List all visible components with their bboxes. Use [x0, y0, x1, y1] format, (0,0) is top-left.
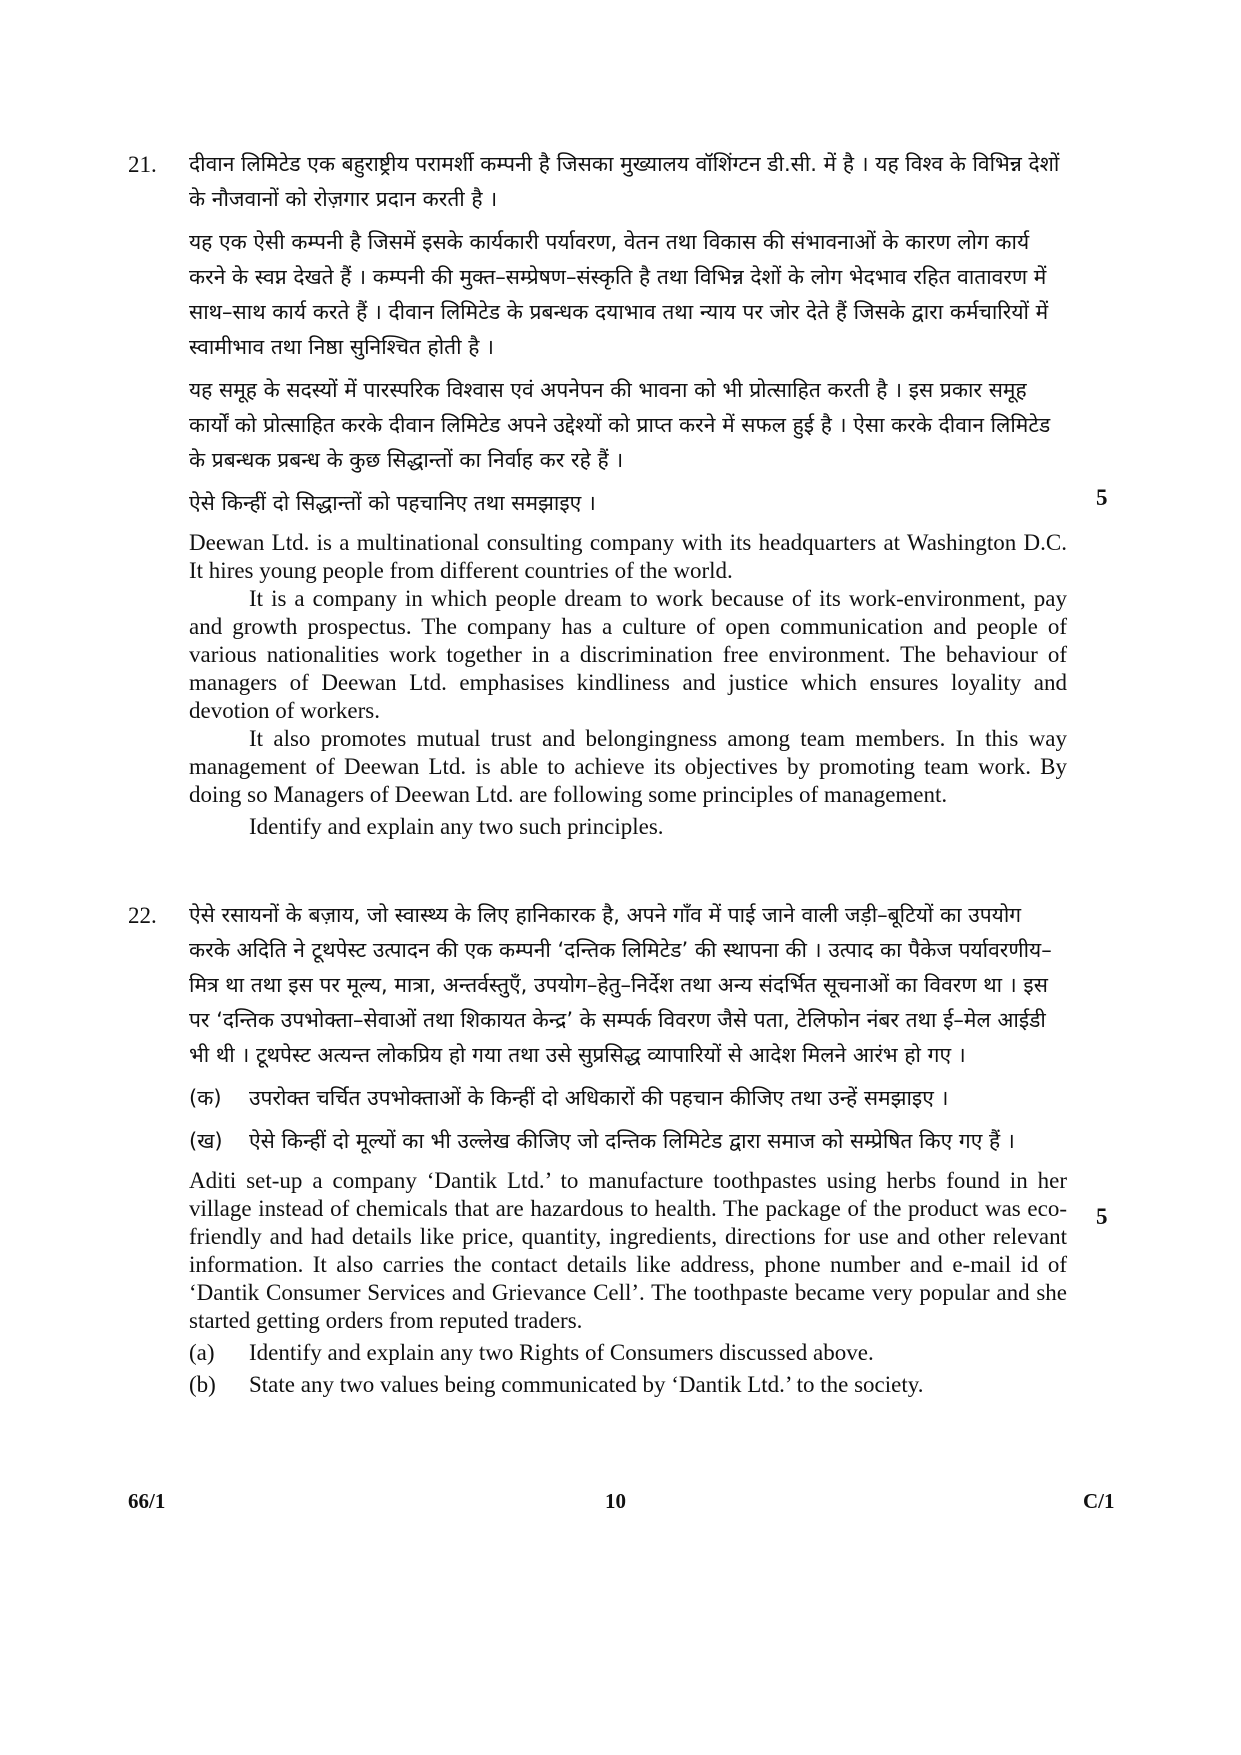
question-21-number: 21.	[128, 152, 157, 177]
question-22	[189, 898, 1067, 1399]
q22-marks: 5	[1096, 1204, 1108, 1229]
q22-english-part-a-label: (a)	[189, 1340, 215, 1365]
footer-set-code: C/1	[1083, 1489, 1115, 1513]
q21-hindi-question: ऐसे किन्हीं दो सिद्धान्तों को पहचानिए तथा समझाइए ।	[189, 491, 596, 515]
q22-hindi-part-a-label: (क)	[189, 1086, 222, 1110]
q22-hindi-part-a	[189, 1081, 1067, 1116]
q21-english-paragraph-3: It also promotes mutual trust and belongingness among team members. In this way management of Deewan Ltd. is able to achieve its objectives by promoting team work. By doing so Managers of Deewan Ltd. are following some principles of management.	[189, 726, 1067, 807]
q21-hindi-paragraph-1: दीवान लिमिटेड एक बहुराष्ट्रीय परामर्शी कम्पनी है जिसका मुख्यालय वॉशिंग्टन डी.सी. में है । यह विश्व के विभिन्न देशों के नौजवानों को रोज़गार प्रदान करती है ।	[189, 152, 1060, 211]
q22-english-part-a-text: Identify and explain any two Rights of Consumers discussed above.	[249, 1340, 874, 1365]
question-22-number: 22.	[128, 903, 157, 928]
q22-english-part-a	[189, 1339, 1067, 1367]
q22-english-part-b-text: State any two values being communicated by ‘Dantik Ltd.’ to the society.	[249, 1372, 924, 1397]
q21-marks: 5	[1096, 485, 1108, 510]
q21-hindi-paragraph-3: यह समूह के सदस्यों में पारस्परिक विश्वास एवं अपनेपन की भावना को भी प्रोत्साहित करती है । इस प्रकार समूह कार्यों को प्रोत्साहित करके दीवान लिमिटेड अपने उद्देश्यों को प्राप्त करने में सफल हुई है । ऐसा करके दीवान लिमिटेड के प्रबन्धक प्रबन्ध के कुछ सिद्धान्तों का निर्वाह कर रहे हैं ।	[189, 378, 1051, 472]
q21-hindi-paragraph-2: यह एक ऐसी कम्पनी है जिसमें इसके कार्यकारी पर्यावरण, वेतन तथा विकास की संभावनाओं के कारण लोग कार्य करने के स्वप्न देखते हैं । कम्पनी की मुक्त–सम्प्रेषण–संस्कृति है तथा विभिन्न देशों के लोग भेदभाव रहित वातावरण में साथ–साथ कार्य करते हैं । दीवान लिमिटेड के प्रबन्धक दयाभाव तथा न्याय पर जोर देते हैं जिसके द्वारा कर्मचारियों में स्वामीभाव तथा निष्ठा सुनिश्चित होती है ।	[189, 230, 1049, 359]
q22-hindi-part-b-label: (ख)	[189, 1129, 223, 1153]
footer-page-number: 10	[605, 1489, 626, 1513]
q21-english-paragraph-1: Deewan Ltd. is a multinational consulting company with its headquarters at Washington D.C. It hires young people from different countries of the world.	[189, 530, 1067, 583]
q22-hindi-part-b-text: ऐसे किन्हीं दो मूल्यों का भी उल्लेख कीजिए जो दन्तिक लिमिटेड द्वारा समाज को सम्प्रेषित किए गए हैं ।	[249, 1129, 1015, 1153]
question-21	[189, 147, 1067, 841]
q21-english-paragraph-2: It is a company in which people dream to work because of its work-environment, pay and growth prospectus. The company has a culture of open communication and people of various nationalities work together in a discrimination free environment. The behaviour of managers of Deewan Ltd. emphasises kindliness and justice which ensures loyality and devotion of workers.	[189, 586, 1067, 723]
q22-english-part-b-label: (b)	[189, 1372, 216, 1397]
q22-hindi-part-a-text: उपरोक्त चर्चित उपभोक्ताओं के किन्हीं दो अधिकारों की पहचान कीजिए तथा उन्हें समझाइए ।	[249, 1086, 949, 1110]
q22-hindi-part-b	[189, 1124, 1067, 1159]
footer-paper-code: 66/1	[128, 1489, 166, 1513]
q21-english-question: Identify and explain any two such principles.	[249, 814, 664, 839]
q22-english-part-b	[189, 1371, 1067, 1399]
q22-english-paragraph: Aditi set-up a company ‘Dantik Ltd.’ to manufacture toothpastes using herbs found in her village instead of chemicals that are hazardous to health. The package of the product was eco-friendly and had details like price, quantity, ingredients, directions for use and other relevant information. It also carries the contact details like address, phone number and e-mail id of ‘Dantik Consumer Services and Grievance Cell’. The toothpaste became very popular and she started getting orders from reputed traders.	[189, 1168, 1067, 1333]
q22-hindi-paragraph: ऐसे रसायनों के बज़ाय, जो स्वास्थ्य के लिए हानिकारक है, अपने गाँव में पाई जाने वाली जड़ी–बूटियों का उपयोग करके अदिति ने टूथपेस्ट उत्पादन की एक कम्पनी ‘दन्तिक लिमिटेड’ की स्थापना की । उत्पाद का पैकेज पर्यावरणीय–मित्र था तथा इस पर मूल्य, मात्रा, अन्तर्वस्तुएँ, उपयोग–हेतु–निर्देश तथा अन्य संदर्भित सूचनाओं का विवरण था । इस पर ‘दन्तिक उपभोक्ता–सेवाओं तथा शिकायत केन्द्र’ के सम्पर्क विवरण जैसे पता, टेलिफोन नंबर तथा ई–मेल आईडी भी थी । टूथपेस्ट अत्यन्त लोकप्रिय हो गया तथा उसे सुप्रसिद्ध व्यापारियों से आदेश मिलने आरंभ हो गए ।	[189, 903, 1052, 1067]
